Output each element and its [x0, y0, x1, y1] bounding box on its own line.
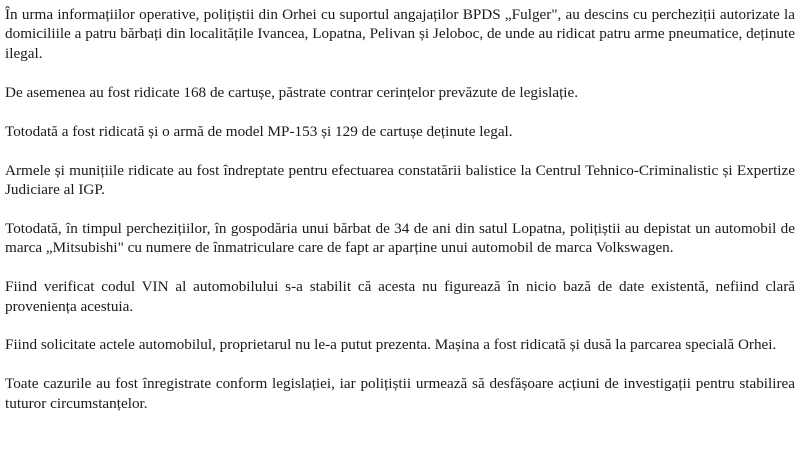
paragraph-ballistic-examination: Armele și munițiile ridicate au fost îndreptate pentru efectuarea constatării balistice la Centrul Tehnico-Criminalistic și Expertize Judiciare al IGP.: [5, 161, 795, 198]
paragraph-vehicle-discovered: Totodată, în timpul perchezițiilor, în gospodăria unui bărbat de 34 de ani din satul Lopatna, polițiștii au depistat un automobil de marca „Mitsubishi" cu numere de înmatriculare care de fapt ar aparține unui automobil de marca Volkswagen.: [5, 219, 795, 257]
paragraph-search-operation: În urma informațiilor operative, polițiștii din Orhei cu suportul angajaților BPDS „Fulger", au descins cu percheziții autorizate la domiciliile a patru bărbați din localitățile Ivancea, Lopatna, Pelivan și Jeloboc, de unde au ridicat patru arme pneumatice, deținute ilegal.: [5, 6, 795, 62]
paragraph-legal-weapon: Totodată a fost ridicată și o armă de model MP-153 și 129 de cartușe deținute legal.: [5, 122, 513, 140]
paragraph-cartridges-seized: De asemenea au fost ridicate 168 de cartușe, păstrate contrar cerințelor prevăzute de legislație.: [5, 83, 579, 101]
article-body: [5, 5, 795, 413]
paragraph-vehicle-impounded: Fiind solicitate actele automobilul, proprietarul nu le-a putut prezenta. Mașina a fost ridicată și dusă la parcarea specială Orhei.: [5, 336, 777, 354]
paragraph-vin-check: Fiind verificat codul VIN al automobilului s-a stabilit că acesta nu figurează în nicio bază de date existentă, nefiind clară proveniența acestuia.: [5, 278, 795, 315]
paragraph-investigation-ongoing: Toate cazurile au fost înregistrate conform legislației, iar polițiștii urmează să desfășoare acțiuni de investigații pentru stabilirea tuturor circumstanțelor.: [5, 375, 795, 412]
